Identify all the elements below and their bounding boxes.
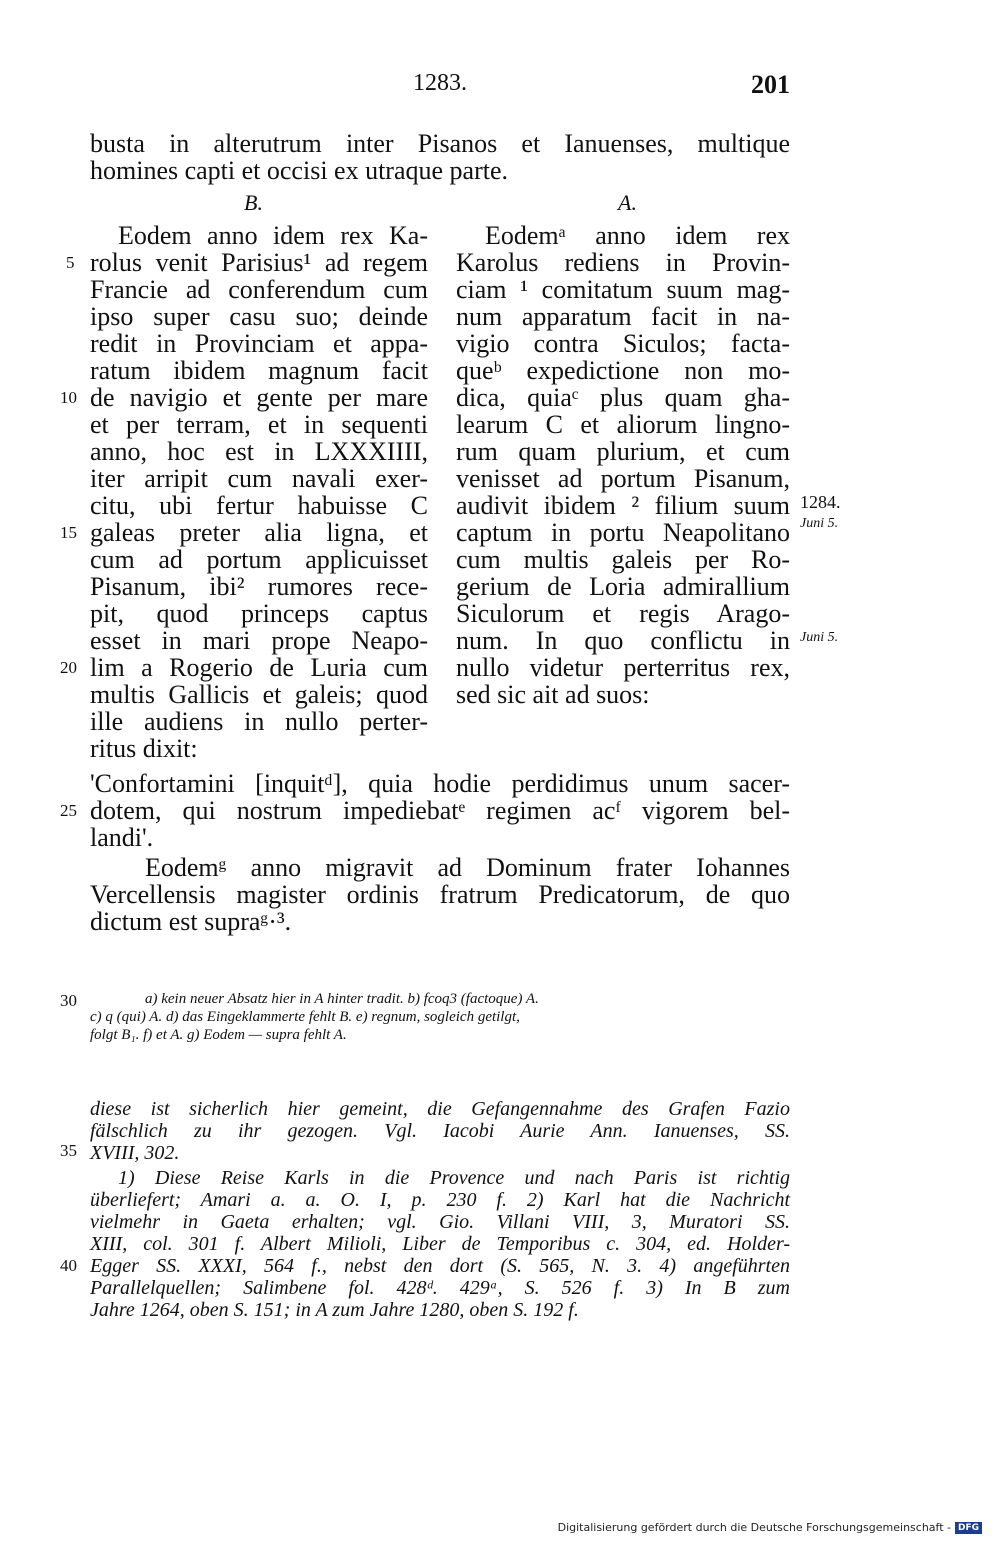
column-b-line: rolus venit Parisius¹ ad regem	[90, 248, 428, 277]
column-b-line: lim a Rogerio de Luria cum	[90, 653, 428, 682]
column-a-line: rum quam plurium, et cum	[456, 437, 790, 466]
column-b-line: ritus dixit:	[90, 734, 198, 763]
line-number: 10	[60, 388, 77, 407]
footnote-line: 1) Diese Reise Karls in die Provence und nach Paris ist richtig	[118, 1167, 790, 1189]
footnote-line: überliefert; Amari a. a. O. I, p. 230 f. 2) Karl hat die Nachricht	[90, 1189, 790, 1211]
text-line: dotem, qui nostrum impediebatᵉ regimen acᶠ vigorem bel-	[90, 796, 790, 825]
column-a-line: audivit ibidem ² filium suum	[456, 491, 790, 520]
column-b-line: Francie ad conferendum cum	[90, 275, 428, 304]
column-b-line: ille audiens in nullo perter-	[90, 707, 428, 736]
column-a-line: learum C et aliorum lingno-	[456, 410, 790, 439]
column-b-line: pit, quod princeps captus	[90, 599, 428, 628]
column-a-line: dica, quiaᶜ plus quam gha-	[456, 383, 790, 412]
column-a-line: vigio contra Siculos; facta-	[456, 329, 790, 358]
column-b-line: cum ad portum applicuisset	[90, 545, 428, 574]
line-number: 15	[60, 523, 77, 542]
running-header-year: 1283.	[413, 70, 467, 96]
footnote-line: Parallelquellen; Salimbene fol. 428ᵈ. 429ᵃ, S. 526 f. 3) In B zum	[90, 1277, 790, 1299]
line-number: 25	[60, 801, 77, 820]
column-a-line: Karolus rediens in Provin-	[456, 248, 790, 277]
footnote-line: Jahre 1264, oben S. 151; in A zum Jahre 1280, oben S. 192 f.	[90, 1299, 579, 1321]
column-heading-a: A.	[618, 190, 637, 215]
column-heading-b: B.	[244, 190, 263, 215]
footnote-line: XVIII, 302.	[90, 1142, 180, 1164]
apparatus-line: c) q (qui) A. d) das Eingeklammerte fehlt B. e) regnum, sogleich getilgt,	[90, 1009, 520, 1025]
column-b-line: iter arripit cum navali exer-	[90, 464, 428, 493]
text-line: dictum est supraᵍ·³.	[90, 907, 292, 936]
column-b-line: galeas preter alia ligna, et	[90, 518, 428, 547]
column-a-line: gerium de Loria admirallium	[456, 572, 790, 601]
line-number: 35	[60, 1141, 77, 1160]
column-b-line: redit in Provinciam et appa-	[90, 329, 428, 358]
column-b-line: Eodem anno idem rex Ka-	[118, 221, 428, 250]
column-a-line: Siculorum et regis Arago-	[456, 599, 790, 628]
column-a-line: num. In quo conflictu in	[456, 626, 790, 655]
column-b-line: citu, ubi fertur habuisse C	[90, 491, 428, 520]
text-line: Vercellensis magister ordinis fratrum Predicatorum, de quo	[90, 880, 790, 909]
column-a-line: captum in portu Neapolitano	[456, 518, 790, 547]
column-b-line: ratum ibidem magnum facit	[90, 356, 428, 385]
column-b-line: et per terram, et in sequenti	[90, 410, 428, 439]
column-b-line: de navigio et gente per mare	[90, 383, 428, 412]
apparatus-line: folgt B₁. f) et A. g) Eodem — supra fehlt A.	[90, 1027, 347, 1043]
column-a-line: queᵇ expedictione non mo-	[456, 356, 790, 385]
line-number: 20	[60, 658, 77, 677]
column-b-line: anno, hoc est in LXXXIIII,	[90, 437, 428, 466]
column-a-line: num apparatum facit in na-	[456, 302, 790, 331]
column-a-line: Eodemᵃ anno idem rex	[485, 221, 790, 250]
text-line: 'Confortamini [inquitᵈ], quia hodie perdidimus unum sacer-	[90, 769, 790, 798]
footnote-line: Egger SS. XXXI, 564 f., nebst den dort (S. 565, N. 3. 4) angeführten	[90, 1255, 790, 1277]
text-line: landi'.	[90, 823, 154, 852]
footnote-line: diese ist sicherlich hier gemeint, die Gefangennahme des Grafen Fazio	[90, 1098, 790, 1120]
column-a-line: venisset ad portum Pisanum,	[456, 464, 790, 493]
column-b-line: Pisanum, ibi² rumores rece-	[90, 572, 428, 601]
text-line: homines capti et occisi ex utraque parte.	[90, 156, 509, 185]
column-a-line: ciam ¹ comitatum suum mag-	[456, 275, 790, 304]
dfg-logo: DFG	[955, 1522, 982, 1534]
credit-text: Digitalisierung gefördert durch die Deutsche Forschungsgemeinschaft -	[557, 1521, 951, 1534]
text-line: busta in alterutrum inter Pisanos et Ianuenses, multique	[90, 129, 790, 158]
column-b-line: esset in mari prope Neapo-	[90, 626, 428, 655]
apparatus-line: a) kein neuer Absatz hier in A hinter tradit. b) fcoq3 (factoque) A.	[145, 991, 539, 1007]
footnote-line: XIII, col. 301 f. Albert Milioli, Liber de Temporibus c. 304, ed. Holder-	[90, 1233, 790, 1255]
margin-date: Juni 5.	[800, 516, 839, 531]
column-b-line: multis Gallicis et galeis; quod	[90, 680, 428, 709]
line-number: 40	[60, 1256, 77, 1275]
line-number: 30	[60, 991, 77, 1010]
footnote-line: vielmehr in Gaeta erhalten; vgl. Gio. Villani VIII, 3, Muratori SS.	[90, 1211, 790, 1233]
digitization-credit	[558, 1521, 982, 1534]
margin-date: Juni 5.	[800, 630, 839, 645]
column-b-line: ipso super casu suo; deinde	[90, 302, 428, 331]
line-number: 5	[66, 253, 75, 272]
column-a-line: nullo videtur perterritus rex,	[456, 653, 790, 682]
column-a-line: cum multis galeis per Ro-	[456, 545, 790, 574]
page-number: 201	[751, 70, 790, 99]
column-a-line: sed sic ait ad suos:	[456, 680, 650, 709]
margin-year: 1284.	[800, 492, 841, 512]
footnote-line: fälschlich zu ihr gezogen. Vgl. Iacobi Aurie Ann. Ianuenses, SS.	[90, 1120, 790, 1142]
text-line: Eodemᵍ anno migravit ad Dominum frater Iohannes	[145, 853, 790, 882]
